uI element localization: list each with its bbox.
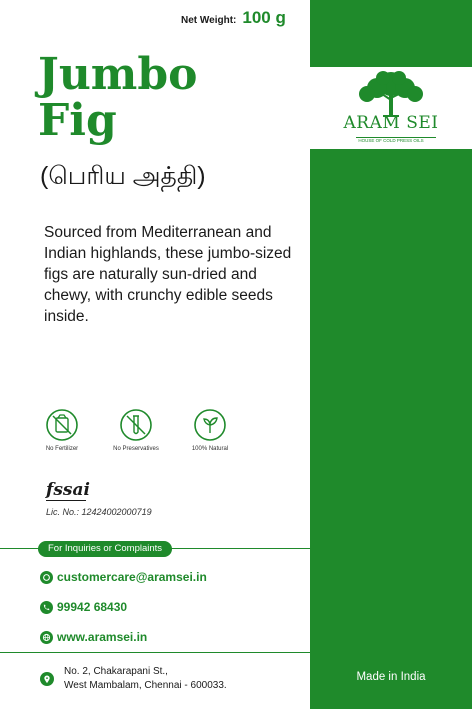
net-weight bbox=[181, 8, 286, 28]
phone-text: 99942 68430 bbox=[57, 600, 128, 614]
badge-no-preservatives bbox=[112, 408, 160, 452]
contact-email[interactable] bbox=[40, 570, 207, 584]
address-divider bbox=[0, 652, 310, 653]
net-weight-label: Net Weight: bbox=[181, 15, 237, 26]
badge-label: No Fertilizer bbox=[45, 446, 79, 452]
contact-phone[interactable] bbox=[40, 600, 127, 614]
tamil-product-name: (பெரிய அத்தி) bbox=[40, 162, 206, 190]
phone-icon bbox=[40, 601, 53, 614]
email-text: customercare@aramsei.in bbox=[57, 570, 207, 584]
product-title-line1: Jumbo bbox=[38, 49, 198, 100]
product-title-line2: Fig bbox=[38, 95, 117, 146]
fssai-logo: fssai bbox=[46, 480, 90, 500]
product-title bbox=[38, 49, 198, 146]
tree-logo-icon bbox=[355, 70, 427, 118]
fssai-license: Lic. No.: 12424002000719 bbox=[46, 507, 152, 517]
website-text: www.aramsei.in bbox=[57, 630, 148, 644]
made-in-india: Made in India bbox=[356, 671, 426, 683]
inquiries-label: For Inquiries or Complaints bbox=[38, 541, 172, 557]
product-description: Sourced from Mediterranean and Indian highlands, these jumbo-sized figs are naturally sun-dried and chewy, with crunchy edible seeds inside. bbox=[44, 224, 292, 325]
no-preservatives-icon bbox=[119, 408, 153, 442]
chat-icon bbox=[40, 571, 53, 584]
address-text bbox=[64, 665, 227, 693]
brand-tagline: HOUSE OF COLD PRESS OILS bbox=[358, 138, 424, 143]
badge-label: No Preservatives bbox=[113, 446, 159, 452]
globe-icon bbox=[40, 631, 53, 644]
fssai-underline bbox=[46, 500, 86, 501]
badge-no-fertilizer bbox=[38, 408, 86, 452]
address-block bbox=[40, 665, 227, 693]
contact-website[interactable] bbox=[40, 630, 147, 644]
badge-natural bbox=[186, 408, 234, 452]
badge-label: 100% Natural bbox=[191, 446, 229, 452]
address-line2: West Mambalam, Chennai - 600033. bbox=[64, 680, 227, 691]
leaf-icon bbox=[193, 408, 227, 442]
net-weight-value: 100 g bbox=[242, 8, 286, 27]
address-line1: No. 2, Chakarapani St., bbox=[64, 666, 168, 677]
badge-row bbox=[38, 408, 234, 452]
brand-name: ARAM SEI bbox=[343, 113, 439, 133]
no-fertilizer-icon bbox=[45, 408, 79, 442]
location-pin-icon bbox=[40, 672, 54, 686]
